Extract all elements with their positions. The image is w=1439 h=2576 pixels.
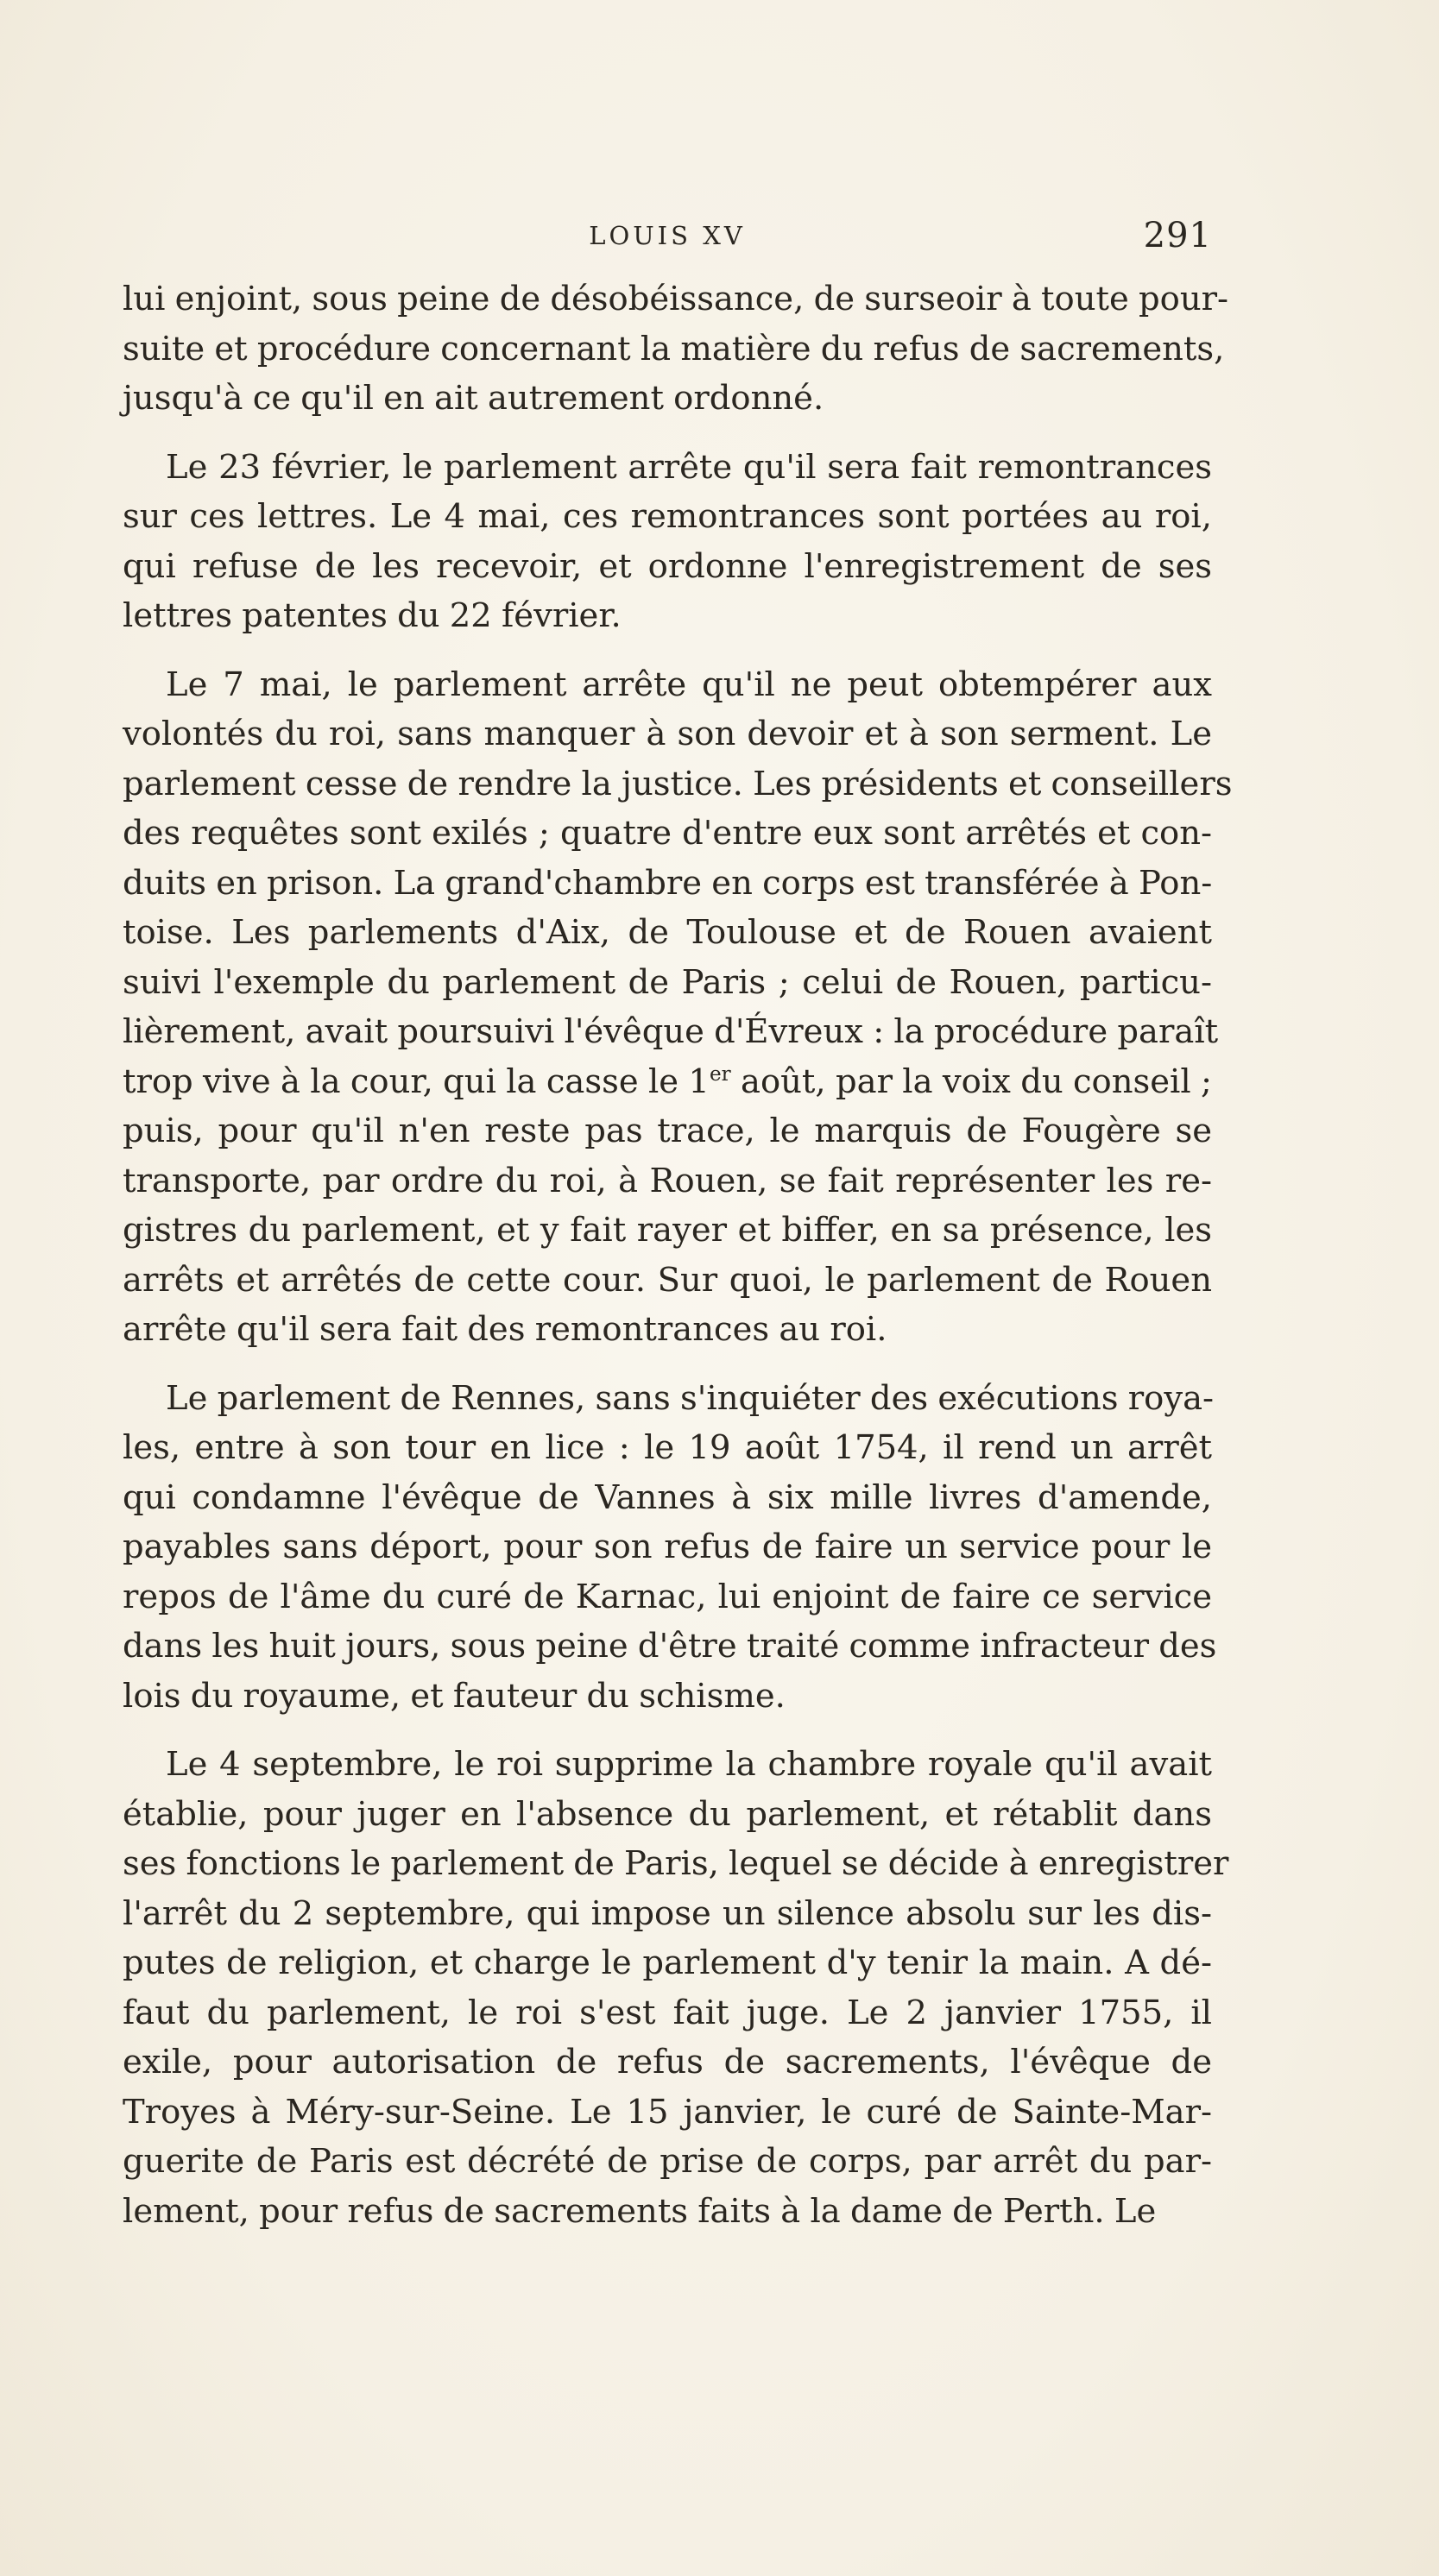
body-text — [123, 274, 1233, 2255]
text-line: les, entre à son tour en lice : le 19 août 1754, il rend un arrêt — [123, 1428, 1212, 1467]
text-line: l'arrêt du 2 septembre, qui impose un silence absolu sur les dis- — [123, 1893, 1212, 1933]
text-line: Le 23 février, le parlement arrête qu'il sera fait remontrances — [166, 447, 1212, 487]
text-line: trop vive à la cour, qui la casse le 1er août, par la voix du conseil ; — [123, 1061, 1212, 1101]
text-line: Troyes à Méry-sur-Seine. Le 15 janvier, le curé de Sainte-Mar- — [123, 2092, 1212, 2132]
text-line: lement, pour refus de sacrements faits à la dame de Perth. Le — [123, 2191, 1157, 2231]
text-line: exile, pour autorisation de refus de sacrements, l'évêque de — [123, 2043, 1212, 2082]
paragraph — [123, 274, 1229, 424]
text-line: transporte, par ordre du roi, à Rouen, se fait représenter les re- — [123, 1161, 1212, 1200]
text-line: lois du royaume, et fauteur du schisme. — [123, 1676, 786, 1716]
text-line: faut du parlement, le roi s'est fait juge. Le 2 janvier 1755, il — [123, 1993, 1212, 2032]
text-line: des requêtes sont exilés ; quatre d'entre eux sont arrêtés et con- — [123, 814, 1212, 853]
text-line: volontés du roi, sans manquer à son devoir et à son serment. Le — [123, 715, 1212, 753]
text-line: sur ces lettres. Le 4 mai, ces remontrances sont portées au roi, — [123, 497, 1212, 536]
text-line: lui enjoint, sous peine de désobéissance, de surseoir à toute pour- — [123, 280, 1229, 318]
text-line: qui condamne l'évêque de Vannes à six mille livres d'amende, — [123, 1477, 1212, 1517]
text-line: puis, pour qu'il n'en reste pas trace, le marquis de Fougère se — [123, 1112, 1212, 1150]
text-line: duits en prison. La grand'chambre en corps est transférée à Pon- — [123, 863, 1213, 903]
text-line: parlement cesse de rendre la justice. Les présidents et conseillers — [123, 764, 1233, 803]
text-line: Le 7 mai, le parlement arrête qu'il ne peut obtempérer aux — [166, 664, 1212, 704]
paragraph — [123, 1740, 1229, 2236]
text-line: lièrement, avait poursuivi l'évêque d'Évreux : la procédure paraît — [123, 1012, 1219, 1051]
paragraph — [123, 443, 1212, 641]
text-line: ses fonctions le parlement de Paris, lequel se décide à enregistrer — [123, 1844, 1229, 1883]
text-line: arrête qu'il sera fait des remontrances au roi. — [123, 1310, 887, 1349]
running-title: LOUIS XV — [589, 221, 746, 250]
text-line: jusqu'à ce qu'il en ait autrement ordonné. — [123, 379, 824, 418]
text-line: suivi l'exemple du parlement de Paris ; celui de Rouen, particu- — [123, 962, 1212, 1002]
text-line: guerite de Paris est décrété de prise de corps, par arrêt du par- — [123, 2142, 1212, 2181]
text-line: arrêts et arrêtés de cette cour. Sur quoi, le parlement de Rouen — [123, 1260, 1212, 1300]
text-line: suite et procédure concernant la matière du refus de sacrements, — [123, 329, 1225, 368]
text-line: Le 4 septembre, le roi supprime la chambre royale qu'il avait — [166, 1745, 1212, 1784]
text-line: qui refuse de les recevoir, et ordonne l'enregistrement de ses — [123, 546, 1212, 586]
text-line: dans les huit jours, sous peine d'être traité comme infracteur des — [123, 1627, 1217, 1666]
running-head — [123, 216, 1212, 259]
text-line: établie, pour juger en l'absence du parlement, et rétablit dans — [123, 1794, 1212, 1834]
text-line: gistres du parlement, et y fait rayer et biffer, en sa présence, les — [123, 1211, 1212, 1250]
text-line: putes de religion, et charge le parlement d'y tenir la main. A dé- — [123, 1943, 1212, 1982]
text-line: repos de l'âme du curé de Karnac, lui enjoint de faire ce service — [123, 1577, 1212, 1616]
paragraph — [123, 1374, 1217, 1722]
page-number: 291 — [1143, 216, 1212, 255]
text-line: lettres patentes du 22 février. — [123, 596, 622, 635]
paragraph — [123, 660, 1233, 1355]
text-line: toise. Les parlements d'Aix, de Toulouse et de Rouen avaient — [123, 913, 1212, 952]
text-line: payables sans déport, pour son refus de faire un service pour le — [123, 1527, 1212, 1566]
text-line: Le parlement de Rennes, sans s'inquiéter des exécutions roya- — [166, 1378, 1215, 1418]
